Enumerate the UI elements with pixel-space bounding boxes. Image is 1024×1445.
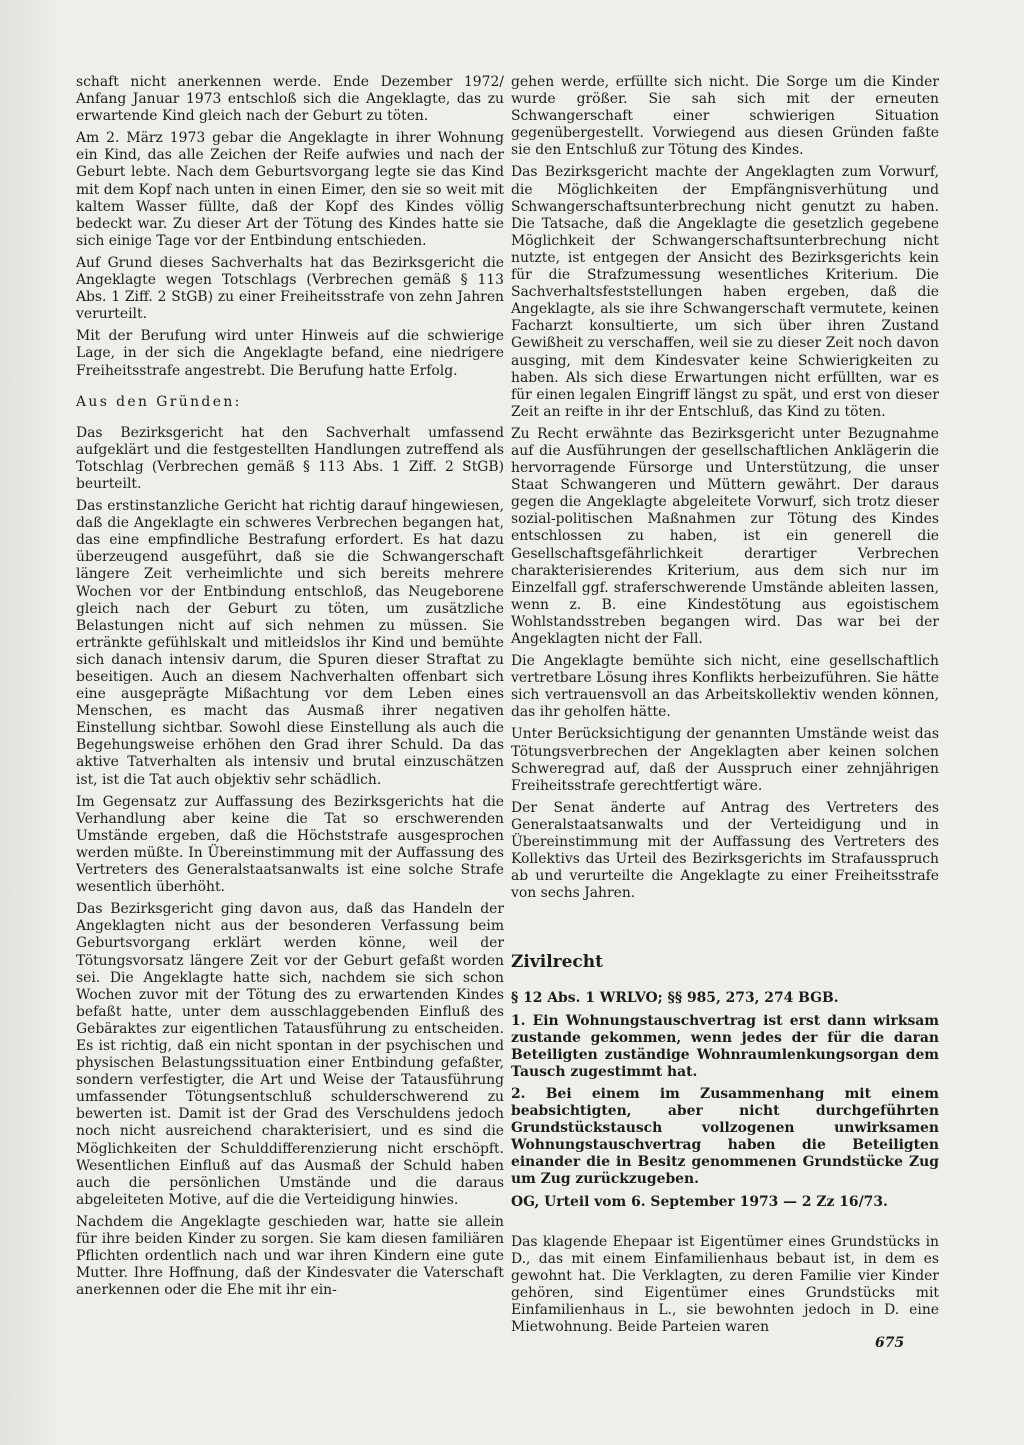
scan-edge-shadow: [0, 0, 60, 1445]
left-column: [76, 74, 504, 1304]
paragraph: Der Senat änderte auf Antrag des Vertreters des Generalstaatsanwalts und der Verteidigung und in Übereinstimmung mit der Auffassung des Vertreters des Kollektivs das Urteil des Bezirksgerichts im Strafausspruch ab und verurteilte die Angeklagte zu einer Freiheitsstrafe von sechs Jahren.: [511, 799, 939, 902]
paragraph: Mit der Berufung wird unter Hinweis auf die schwierige Lage, in der sich die Angeklagte befand, eine niedrigere Freiheitsstrafe angestrebt. Die Berufung hatte Erfolg.: [76, 328, 504, 379]
court-citation: OG, Urteil vom 6. September 1973 — 2 Zz 16/73.: [511, 1194, 888, 1211]
paragraph: Die Angeklagte bemühte sich nicht, eine gesellschaftlich vertretbare Lösung ihres Konflikts herbeizuführen. Sie hätte sich vertrauensvoll an das Arbeitskollektiv wenden können, das ihr geholfen hätte.: [511, 653, 939, 721]
paragraph: Im Gegensatz zur Auffassung des Bezirksgerichts hat die Verhandlung aber keine die Tat so erschwerenden Umstände ergeben, daß die Höchststrafe ausgesprochen werden müßte. In Übereinstimmung mit der Auffassung des Vertreters des Generalstaatsanwalts ist eine solche Strafe wesentlich überhöht.: [76, 793, 504, 896]
right-column: [511, 74, 939, 1341]
paragraph: schaft nicht anerkennen werde. Ende Dezember 1972/ Anfang Januar 1973 entschloß sich die Angeklagte, das zu erwartende Kind gleich nach der Geburt zu töten.: [76, 74, 504, 125]
headnote: 2. Bei einem im Zusammenhang mit einem beabsichtigten, aber nicht durchgeführten Grundstückstausch vollzogenen unwirksamen Wohnungstauschvertrag haben die Beteiligten einander die in Besitz genommenen Grundstücke Zug um Zug zurückzugeben.: [511, 1085, 939, 1188]
section-title: Zivilrecht: [511, 952, 603, 973]
headnote: 1. Ein Wohnungstauschvertrag ist erst dann wirksam zustande gekommen, wenn jedes der für die daran Beteiligten zuständige Wohnraumlenkungsorgan dem Tausch zugestimmt hat.: [511, 1012, 939, 1080]
paragraph: Unter Berücksichtigung der genannten Umstände weist das Tötungsverbrechen der Angeklagten aber keinen solchen Schweregrad auf, daß der Ausspruch einer zehnjährigen Freiheitsstrafe gerechtfertigt wäre.: [511, 726, 939, 794]
paragraph: Auf Grund dieses Sachverhalts hat das Bezirksgericht die Angeklagte wegen Totschlags (Verbrechen gemäß § 113 Abs. 1 Ziff. 2 StGB) zu einer Freiheitsstrafe von zehn Jahren verurteilt.: [76, 254, 504, 323]
paragraph: Das Bezirksgericht ging davon aus, daß das Handeln der Angeklagten nicht aus der besonderen Verfassung beim Geburtsvorgang erklärt werden könne, weil der Tötungsvorsatz längere Zeit vor der Geburt gefaßt worden sei. Die Angeklagte hatte sich, nachdem sie sich schon Wochen zuvor mit der Tötung des zu erwartenden Kindes befaßt hatte, unter dem ausschlaggebenden Einfluß des Gebäraktes zur eigentlichen Tatausführung zu entscheiden. Es ist richtig, daß ein nicht spontan in der psychischen und physischen Belastungssituation einer Entbindung gefaßter, sondern verfestigter, die Art und Weise der Tatausführung umfassender Tötungsentschluß schulderschwerend zu bewerten ist. Damit ist der Grad des Verschuldens jedoch noch nicht ausreichend charakterisiert, und es sind die Möglichkeiten der Schulddifferenzierung nicht erschöpft. Wesentlichen Einfluß auf das Ausmaß der Schuld haben auch die persönlichen Umstände und die daraus abgeleiteten Motive, auf die die Verteidigung hinwies.: [76, 901, 504, 1208]
page-number: 675: [875, 1335, 905, 1351]
paragraph: Das klagende Ehepaar ist Eigentümer eines Grundstücks in D., das mit einem Einfamilienhaus bebaut ist, in dem es gewohnt hat. Die Verklagten, zu deren Familie vier Kinder gehören, sind Eigentümer eines Grundstücks mit Einfamilienhaus in L., sie bewohnten jedoch in D. eine Mietwohnung. Beide Parteien waren: [511, 1233, 939, 1335]
paragraph: Nachdem die Angeklagte geschieden war, hatte sie allein für ihre beiden Kinder zu sorgen. Sie kam diesen familiären Pflichten ordentlich nach und war ihren Kindern eine gute Mutter. Ihre Hoffnung, daß der Kindesvater die Vaterschaft anerkennen oder die Ehe mit ihr ein-: [76, 1213, 504, 1299]
reasons-heading: Aus den Gründen:: [76, 393, 242, 410]
paragraph: Das Bezirksgericht machte der Angeklagten zum Vorwurf, die Möglichkeiten der Empfängnisverhütung und Schwangerschaftsunterbrechung nicht genutzt zu haben. Die Tatsache, daß die Angeklagte die gesetzlich gegebene Möglichkeit der Schwangerschaftsunterbrechung nicht nutzte, ist entgegen der Ansicht des Bezirksgerichts kein für die Strafzumessung wesentliches Kriterium. Die Sachverhaltsfeststellungen haben ergeben, daß die Angeklagte, als sie ihre Schwangerschaft vermutete, keinen Facharzt konsultierte, um sich über ihren Zustand Gewißheit zu verschaffen, weil sie zu dieser Zeit noch davon ausging, mit dem Kindesvater keine Schwierigkeiten zu haben. Als sich diese Erwartungen nicht erfüllten, war es für einen legalen Eingriff längst zu spät, und erst von dieser Zeit an reifte in ihr der Entschluß, das Kind zu töten.: [511, 164, 939, 420]
norm-reference: § 12 Abs. 1 WRLVO; §§ 985, 273, 274 BGB.: [511, 990, 839, 1007]
paragraph: Das Bezirksgericht hat den Sachverhalt umfassend aufgeklärt und die festgestellten Handlungen zutreffend als Totschlag (Verbrechen gemäß § 113 Abs. 1 Ziff. 2 StGB) beurteilt.: [76, 424, 504, 492]
paragraph: Am 2. März 1973 gebar die Angeklagte in ihrer Wohnung ein Kind, das alle Zeichen der Reife aufwies und nach der Geburt lebte. Nach dem Geburtsvorgang legte sie das Kind mit dem Kopf nach unten in einen Eimer, den sie so weit mit kaltem Wasser füllte, daß der Kopf des Kindes völlig bedeckt war. Zu dieser Art der Tötung des Kindes hatte sie sich einige Tage vor der Entbindung entschieden.: [76, 130, 504, 249]
paragraph: Das erstinstanzliche Gericht hat richtig darauf hingewiesen, daß die Angeklagte ein schweres Verbrechen begangen hat, das eine empfindliche Bestrafung erfordert. Es hat dazu überzeugend ausgeführt, daß sie die Schwangerschaft längere Zeit verheimlichte und sich bereits mehrere Wochen vor der Entbindung entschloß, das Neugeborene gleich nach der Geburt zu töten, um zusätzliche Belastungen nicht auf sich nehmen zu müssen. Sie ertränkte gefühlskalt und mitleidslos ihr Kind und bemühte sich danach intensiv darum, die Spuren dieser Straftat zu beseitigen. Auch an diesem Nachverhalten offenbart sich eine ausgeprägte Mißachtung vor dem Leben eines Menschen, es macht das Ausmaß ihrer negativen Einstellung sichtbar. Sowohl diese Einstellung als auch die Begehungsweise erhöhen den Grad ihrer Schuld. Da das aktive Tatverhalten als intensiv und brutal einzuschätzen ist, ist die Tat auch objektiv sehr schädlich.: [76, 498, 504, 788]
paragraph: gehen werde, erfüllte sich nicht. Die Sorge um die Kinder wurde größer. Sie sah sich mit der erneuten Schwangerschaft einer schwierigen Situation gegenübergestellt. Vorwiegend aus diesen Gründen faßte sie den Entschluß zur Tötung des Kindes.: [511, 74, 939, 159]
paragraph: Zu Recht erwähnte das Bezirksgericht unter Bezugnahme auf die Ausführungen der gesellschaftlichen Anklägerin die hervorragende Fürsorge und Unterstützung, die unser Staat Schwangeren und Müttern gewährt. Der daraus gegen die Angeklagte abgeleitete Vorwurf, sich trotz dieser sozial-politischen Maßnahmen zur Tötung des Kindes entschlossen zu haben, ist ein generell die Gesellschaftsgefährlichkeit derartiger Verbrechen charakterisierendes Kriterium, aus dem sich nur im Einzelfall ggf. straferschwerende Umstände ableiten lassen, wenn z. B. eine Kindestötung aus egoistischem Wohlstandsstreben begangen wird. Das war bei der Angeklagten nicht der Fall.: [511, 425, 939, 647]
